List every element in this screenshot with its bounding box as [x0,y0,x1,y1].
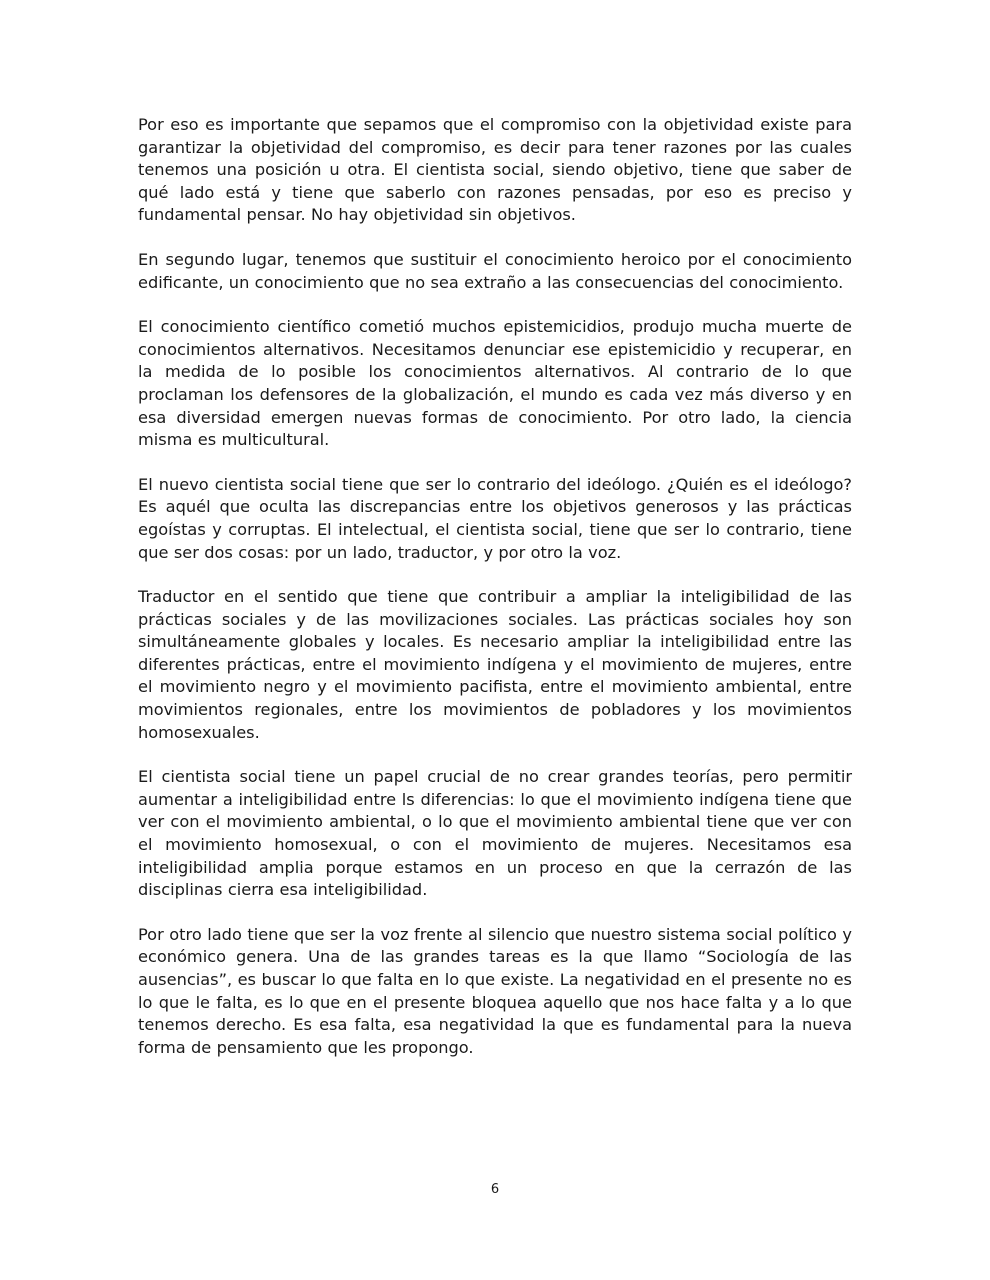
paragraph-2: En segundo lugar, tenemos que sustituir el conocimiento heroico por el conocimiento edificante, un conocimiento que no sea extraño a las consecuencias del conocimiento. [138,249,852,292]
paragraph-7: Por otro lado tiene que ser la voz frente al silencio que nuestro sistema social político y económico genera. Una de las grandes tareas es la que llamo “Sociología de las ausencias”, es buscar lo que falta en lo que existe. La negatividad en el presente no es lo que le falta, es lo que en el presente bloquea aquello que nos hace falta y a lo que tenemos derecho. Es esa falta, esa negatividad la que es fundamental para la nueva forma de pensamiento que les propongo. [138,924,852,1057]
paragraph-1: Por eso es importante que sepamos que el compromiso con la objetividad existe para garantizar la objetividad del compromiso, es decir para tener razones por las cuales tenemos una posición u otra. El cientista social, siendo objetivo, tiene que saber de qué lado está y tiene que saberlo con razones pensadas, por eso es preciso y fundamental pensar. No hay objetividad sin objetivos. [138,115,852,225]
page-number: 6 [490,1182,500,1197]
paragraph-6: El cientista social tiene un papel crucial de no crear grandes teorías, pero permitir aumentar a inteligibilidad entre ls diferencias: lo que el movimiento indígena tiene que ver con el movimiento ambiental, o lo que el movimiento ambiental tiene que ver con el movimiento homosexual, o con el movimiento de mujeres. Necesitamos esa inteligibilidad amplia porque estamos en un proceso en que la cerrazón de las disciplinas cierra esa inteligibilidad. [138,767,852,900]
document-body [138,114,852,1081]
paragraph-3: El conocimiento científico cometió muchos epistemicidios, produjo mucha muerte de conocimientos alternativos. Necesitamos denunciar ese epistemicidio y recuperar, en la medida de lo posible los conocimientos alternativos. Al contrario de lo que proclaman los defensores de la globalización, el mundo es cada vez más diverso y en esa diversidad emergen nuevas formas de conocimiento. Por otro lado, la ciencia misma es multicultural. [138,317,852,450]
paragraph-4: El nuevo cientista social tiene que ser lo contrario del ideólogo. ¿Quién es el ideólogo? Es aquél que oculta las discrepancias entre los objetivos generosos y las prácticas egoístas y corruptas. El intelectual, el cientista social, tiene que ser lo contrario, tiene que ser dos cosas: por un lado, traductor, y por otro la voz. [138,474,852,562]
paragraph-5: Traductor en el sentido que tiene que contribuir a ampliar la inteligibilidad de las prácticas sociales y de las movilizaciones sociales. Las prácticas sociales hoy son simultáneamente globales y locales. Es necesario ampliar la inteligibilidad entre las diferentes prácticas, entre el movimiento indígena y el movimiento de mujeres, entre el movimiento negro y el movimiento pacifista, entre el movimiento ambiental, entre movimientos regionales, entre los movimientos de pobladores y los movimientos homosexuales. [138,587,852,742]
